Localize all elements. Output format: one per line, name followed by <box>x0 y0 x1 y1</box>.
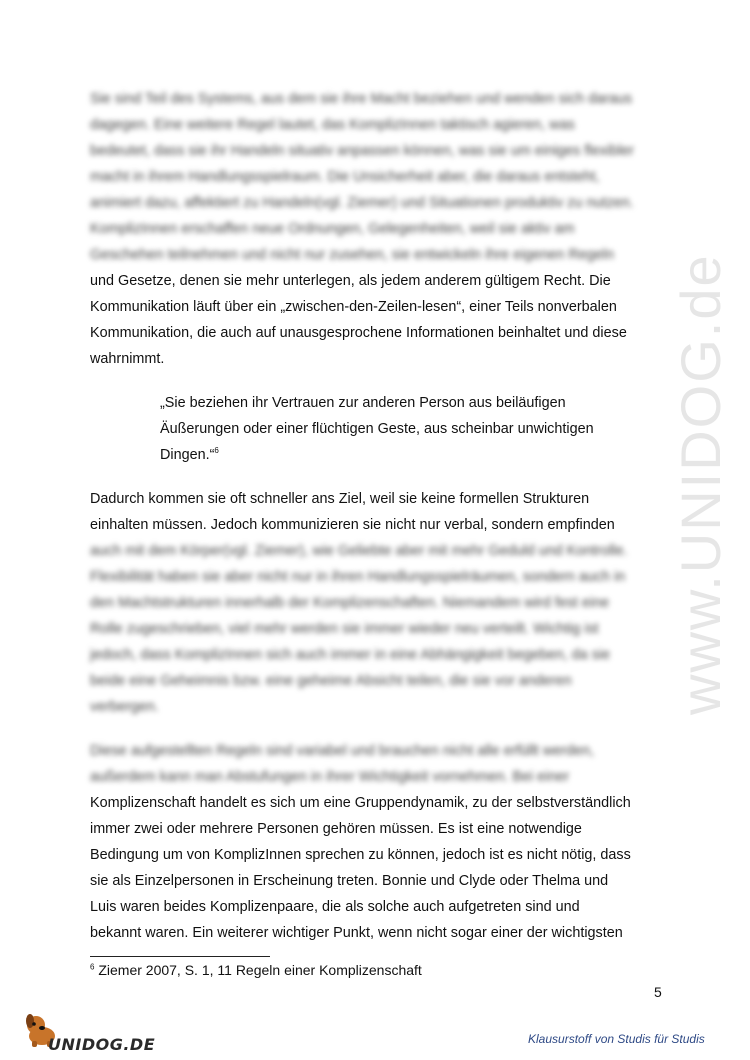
text-line: Diese aufgestellten Regeln sind variabel und brauchen nicht alle erfüllt werden, <box>90 743 594 759</box>
text-line: Flexibilität haben sie aber nicht nur in ihren Handlungsspielräumen, sondern auch in <box>90 569 626 585</box>
text-line: Bedingung um von KomplizInnen sprechen zu können, jedoch ist es nicht nötig, dass <box>90 847 631 863</box>
text-line: Luis waren beides Komplizenpaare, die als solche auch aufgetreten sind und <box>90 899 580 915</box>
watermark: www.UNIDOG.de <box>669 253 732 715</box>
text-line: den Machtstrukturen innerhalb der Komplizenschaften. Niemandem wird fest eine <box>90 595 610 611</box>
text-line: Rolle zugeschrieben, viel mehr werden sie immer wieder neu verteilt. Wichtig ist <box>90 621 599 637</box>
text-line: auch mit dem Körper(vgl. Ziemer), wie Geliebte aber mit mehr Geduld und Kontrolle. <box>90 543 628 559</box>
text-line: beide eine Geheimnis bzw. eine geheime Absicht teilen, die sie vor anderen <box>90 673 572 689</box>
text-line: immer zwei oder mehrere Personen gehören müssen. Es ist eine notwendige <box>90 821 582 837</box>
text-line: einhalten müssen. Jedoch kommunizieren sie nicht nur verbal, sondern empfinden <box>90 517 615 533</box>
text-line: außerdem kann man Abstufungen in ihrer Wichtigkeit vornehmen. Bei einer <box>90 769 570 785</box>
text-line: Kommunikation läuft über ein „zwischen-den-Zeilen-lesen“, einer Teils nonverbalen <box>90 299 617 315</box>
quote-line: Äußerungen oder einer flüchtigen Geste, aus scheinbar unwichtigen <box>160 421 594 437</box>
text-line: animiert dazu, affektiert zu Handeln(vgl. Ziemer) und Situationen produktiv zu nutzen. <box>90 195 634 211</box>
text-line: Kommunikation, die auch auf unausgesprochene Informationen beinhaltet und diese <box>90 325 627 341</box>
footnote-text: Ziemer 2007, S. 1, 11 Regeln einer Komplizenschaft <box>94 962 422 978</box>
text-line: KomplizInnen erschaffen neue Ordnungen, Gelegenheiten, weil sie aktiv am <box>90 221 575 237</box>
quote-line-last: Dingen.“$^6$ <box>160 446 219 463</box>
footnote-divider <box>90 956 270 957</box>
page-number: 5 <box>654 984 662 1000</box>
footnote <box>90 962 422 978</box>
text-line: sie als Einzelpersonen in Erscheinung treten. Bonnie und Clyde oder Thelma und <box>90 873 609 889</box>
text-line: dagegen. Eine weitere Regel lautet, das KomplizInnen taktisch agieren, was <box>90 117 575 133</box>
text-line: verbergen. <box>90 699 159 715</box>
footnote-mark: 6 <box>90 962 95 972</box>
text-line: macht in ihrem Handlungsspielraum. Die Unsicherheit aber, die daraus entsteht, <box>90 169 600 185</box>
text-line: Komplizenschaft handelt es sich um eine Gruppendynamik, zu der selbstverständlich <box>90 795 631 811</box>
text-line: bekannt waren. Ein weiterer wichtiger Punkt, wenn nicht sogar einer der wichtigsten <box>90 925 623 941</box>
text-line: und Gesetze, denen sie mehr unterlegen, als jedem anderem gültigem Recht. Die <box>90 273 611 289</box>
text-line: Sie sind Teil des Systems, aus dem sie ihre Macht beziehen und wenden sich daraus <box>90 91 633 107</box>
text-line: Geschehen teilnehmen und nicht nur zusehen, sie entwickeln ihre eigenen Regeln <box>90 247 615 263</box>
logo-wordmark: UNIDOG.DE <box>48 1035 156 1054</box>
footnote-reference: 6 <box>214 446 219 456</box>
text-line: jedoch, dass KomplizInnen sich auch immer in eine Abhängigkeit begeben, da sie <box>90 647 610 663</box>
tagline: Klausurstoff von Studis für Studis <box>528 1032 705 1046</box>
text-line: Dadurch kommen sie oft schneller ans Ziel, weil sie keine formellen Strukturen <box>90 491 590 507</box>
text-line: wahrnimmt. <box>90 351 165 367</box>
quote-line: „Sie beziehen ihr Vertrauen zur anderen Person aus beiläufigen <box>160 395 566 411</box>
text-line: bedeutet, dass sie ihr Handeln situativ anpassen können, was sie um einiges flexibler <box>90 143 634 159</box>
